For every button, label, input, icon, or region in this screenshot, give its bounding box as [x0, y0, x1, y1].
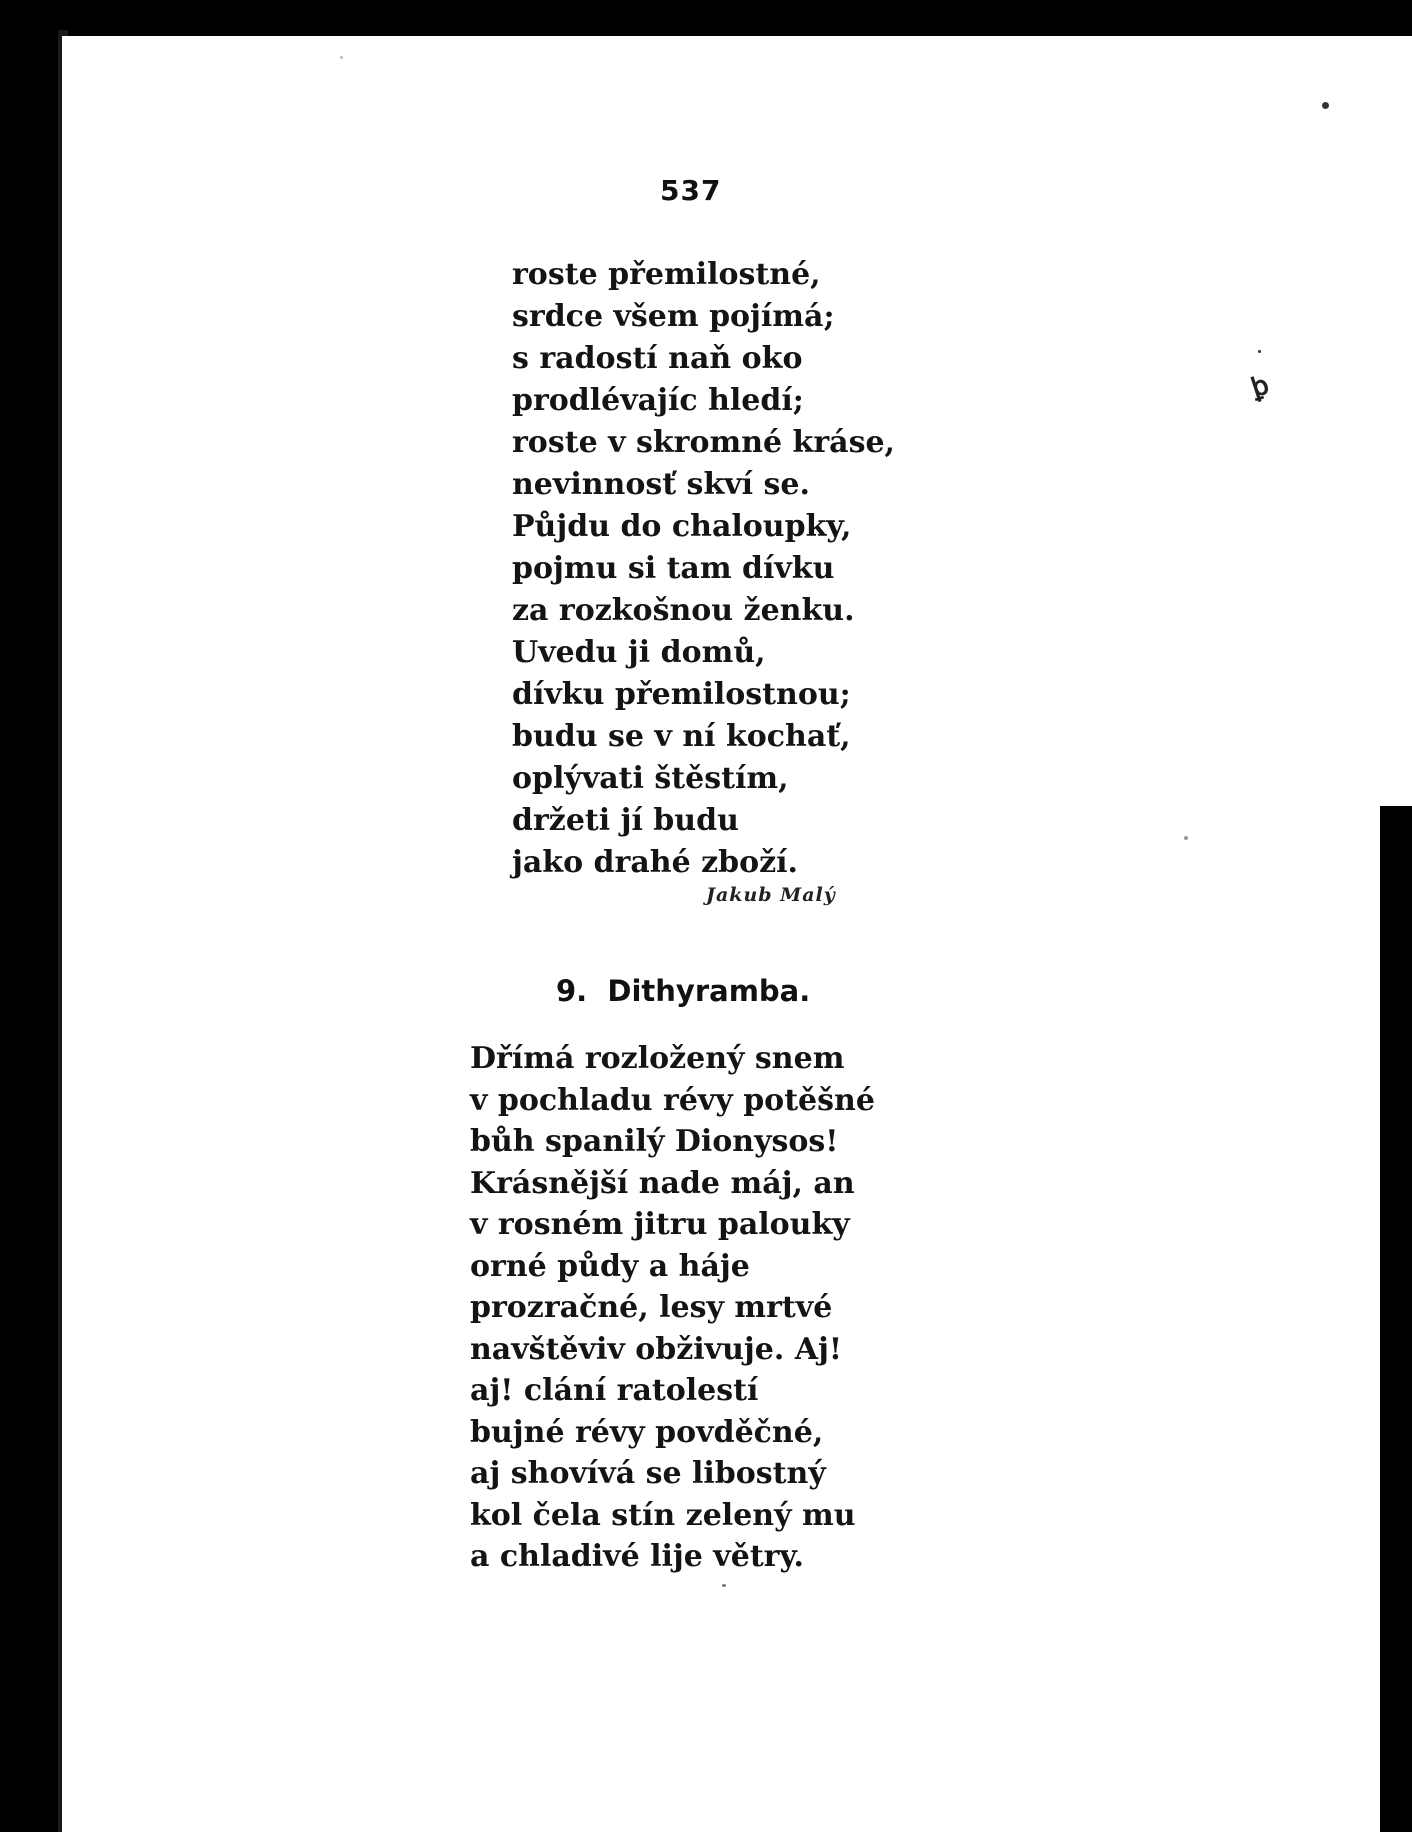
- poem-line: bujné révy povděčné,: [470, 1414, 824, 1450]
- scan-speck: [1258, 350, 1261, 353]
- poem-line: za rozkošnou ženku.: [512, 593, 855, 628]
- poem-line: v rosném jitru palouky: [470, 1207, 850, 1242]
- poem-line: srdce všem pojímá;: [512, 299, 835, 334]
- poem-line: Uvedu ji domů,: [512, 635, 766, 670]
- poem-line: dívku přemilostnou;: [512, 677, 851, 712]
- scan-speck: [1322, 102, 1329, 109]
- poem-stanza: [470, 1038, 875, 1578]
- poem-line: aj! clání ratolestí: [470, 1373, 759, 1408]
- poem-line: budu se v ní kochať,: [512, 719, 851, 754]
- scan-speck: [722, 1584, 726, 1587]
- poem-line: Krásnější nade máj, an: [470, 1165, 855, 1201]
- poem-line: pojmu si tam dívku: [512, 551, 835, 586]
- poem-line: Dřímá rozložený snem: [470, 1041, 845, 1076]
- poem-line: navštěviv obživuje. Aj!: [470, 1331, 843, 1367]
- poem-line: držeti jí budu: [512, 803, 739, 838]
- poem-line: kol čela stín zelený mu: [470, 1497, 856, 1533]
- author-signature: Jakub Malý: [706, 884, 836, 906]
- poem-line: prozračné, lesy mrtvé: [470, 1290, 833, 1325]
- scan-border: [1380, 806, 1412, 1832]
- scan-speck: [340, 56, 343, 59]
- scan-speck: [1184, 836, 1188, 840]
- poem-line: v pochladu révy potěšné: [470, 1082, 875, 1118]
- scan-mark: ꝧ: [1247, 370, 1273, 404]
- poem-line: roste přemilostné,: [512, 257, 821, 292]
- poem-line: s radostí naň oko: [512, 341, 803, 376]
- page-margin-strip: [1394, 36, 1412, 806]
- poem-stanza: [512, 254, 895, 884]
- poem-line: prodlévajíc hledí;: [512, 383, 804, 418]
- poem-line: bůh spanilý Dionysos!: [470, 1124, 839, 1159]
- poem-line: oplývati štěstím,: [512, 761, 789, 796]
- poem-line: aj shovívá se libostný: [470, 1456, 826, 1491]
- section-title: Dithyramba.: [607, 974, 811, 1008]
- poem-line: orné půdy a háje: [470, 1248, 750, 1284]
- section-heading: [556, 974, 810, 1008]
- poem-line: a chladivé lije větry.: [470, 1539, 804, 1574]
- section-number: 9.: [556, 974, 588, 1008]
- page-number: 537: [660, 174, 722, 207]
- poem-line: nevinnosť skví se.: [512, 467, 810, 502]
- poem-line: jako drahé zboží.: [512, 845, 798, 880]
- poem-line: roste v skromné kráse,: [512, 425, 895, 460]
- poem-line: Půjdu do chaloupky,: [512, 509, 852, 544]
